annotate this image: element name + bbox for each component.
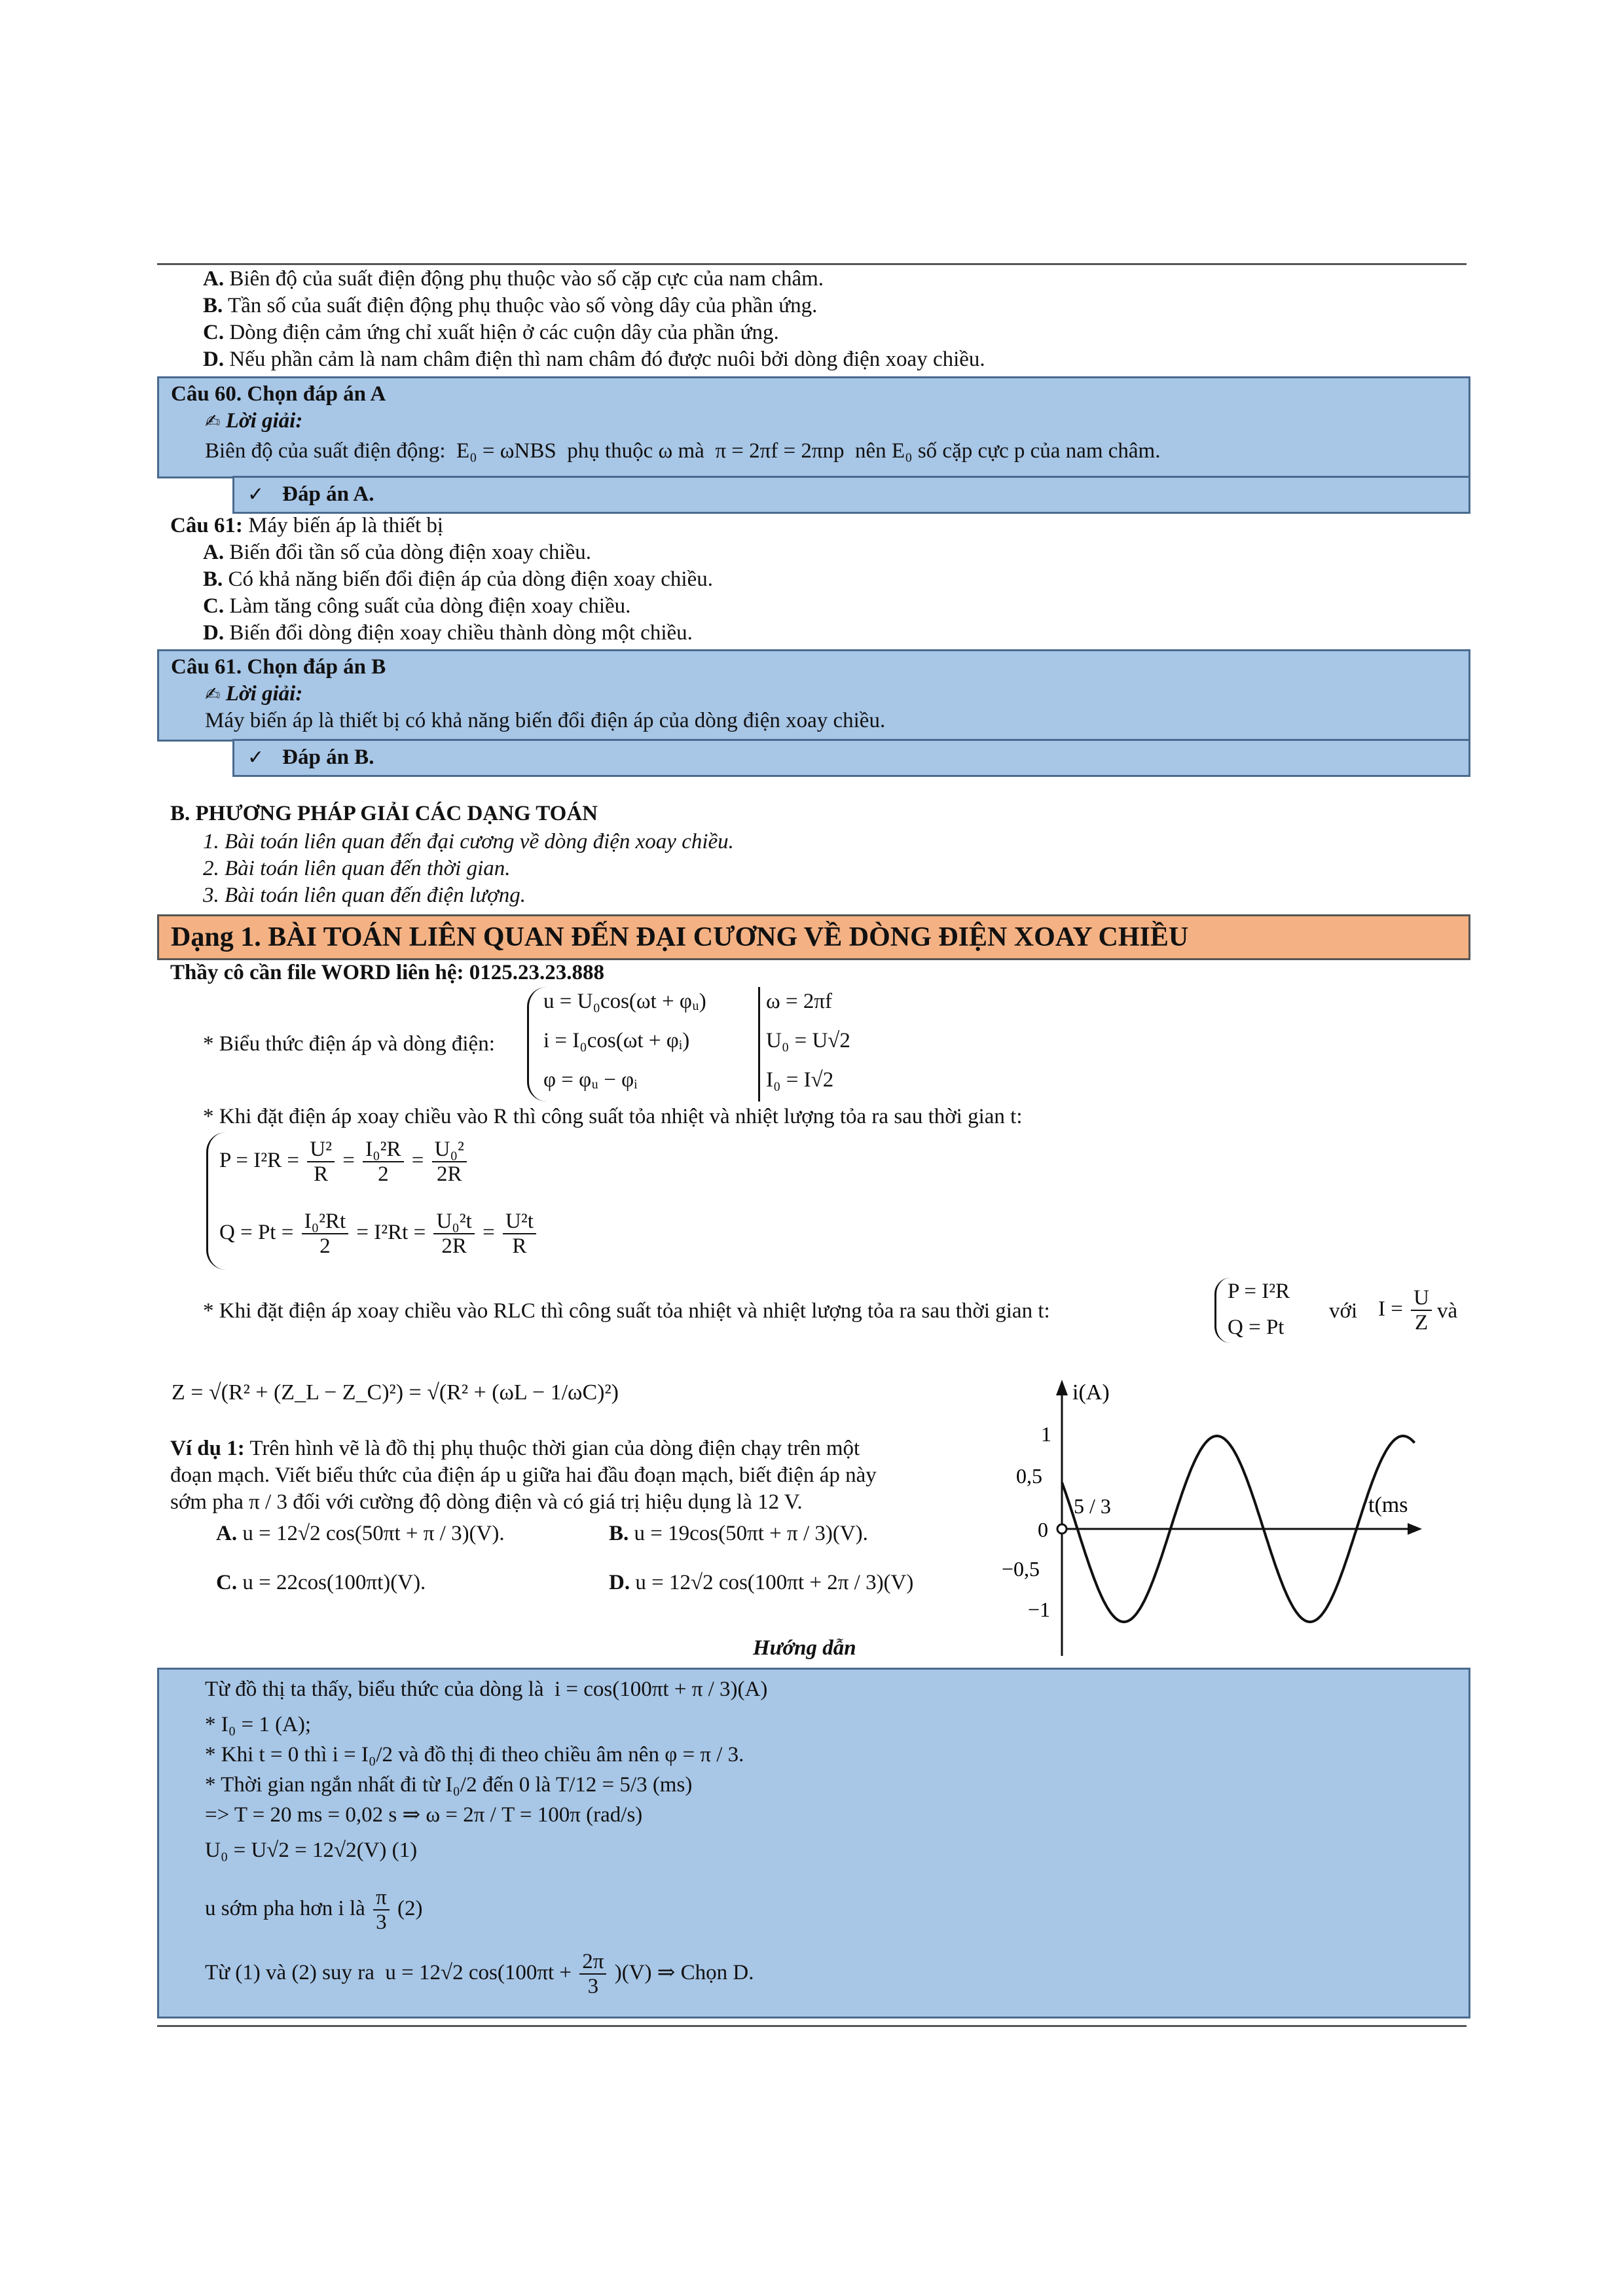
footer-rule <box>157 2025 1467 2027</box>
q59-option-a: A. Biên độ của suất điện động phụ thuộc vào số cặp cực của nam châm. <box>203 267 824 291</box>
y-tick-minus-1: −1 <box>1028 1598 1051 1621</box>
pencil-icon: ✍ <box>205 410 221 432</box>
y-axis-arrow <box>1056 1380 1068 1395</box>
solution-line-3: * Khi t = 0 thì i = I₀/2 và đồ thị đi theo chiều âm nên φ = π / 3. <box>205 1743 744 1767</box>
example1-option-a: A. u = 12√2 cos(50πt + π / 3)(V). <box>216 1522 505 1545</box>
checkmark-icon: ✓ <box>247 483 264 506</box>
origin-point <box>1057 1524 1067 1534</box>
rlc-intro: * Khi đặt điện áp xoay chiều vào RLC thì công suất tỏa nhiệt và nhiệt lượng tỏa ra sau thời gian t: <box>203 1299 1050 1323</box>
section-b-item-1: 1. Bài toán liên quan đến đại cương về dòng điện xoay chiều. <box>203 830 734 853</box>
example1-line3: sớm pha π / 3 đối với cường độ dòng điện và có giá trị hiệu dụng là 12 V. <box>170 1490 803 1514</box>
q61-option-a: A. Biến đổi tần số của dòng điện xoay chiều. <box>203 541 591 564</box>
y-tick-1: 1 <box>1041 1422 1051 1446</box>
rlc-va: và <box>1437 1299 1458 1323</box>
x-annotation: 5 / 3 <box>1074 1494 1111 1518</box>
q-formula: Q = Pt = $\frac{\text{I₀²Rt}}{2}$ = I²Rt = $\frac{\text{U₀²t}}{2R}$ = $\frac{\text{U²t}}{R}$ <box>219 1210 539 1259</box>
expr-i: i = I₀cos(ωt + φᵢ) <box>543 1029 690 1052</box>
section-b-item-3: 3. Bài toán liên quan đến điện lượng. <box>203 884 526 907</box>
y-tick-minus-0.5: −0,5 <box>1002 1557 1040 1581</box>
expr-label: * Biểu thức điện áp và dòng điện: <box>203 1032 495 1056</box>
q59-option-c: C. Dòng điện cảm ứng chỉ xuất hiện ở các cuộn dây của phần ứng. <box>203 321 779 344</box>
huong-dan: Hướng dẫn <box>753 1636 856 1660</box>
q61-title: Câu 61. Chọn đáp án B <box>171 655 386 679</box>
y-axis-label: i(A) <box>1072 1380 1110 1405</box>
section-b-item-2: 2. Bài toán liên quan đến thời gian. <box>203 857 511 880</box>
expr-omega: ω = 2πf <box>766 990 832 1013</box>
q61-answer-box <box>232 739 1470 777</box>
pencil-icon: ✍ <box>205 683 221 705</box>
q59-option-d: D. Nếu phần cảm là nam châm điện thì nam châm đó được nuôi bởi dòng điện xoay chiều. <box>203 348 985 371</box>
example1-option-b: B. u = 19cos(50πt + π / 3)(V). <box>609 1522 868 1545</box>
q61-option-c: C. Làm tăng công suất của dòng điện xoay chiều. <box>203 594 631 618</box>
q60-answer: ✓ Đáp án A. <box>247 482 374 506</box>
r-intro: * Khi đặt điện áp xoay chiều vào R thì công suất tỏa nhiệt và nhiệt lượng tỏa ra sau thời gian t: <box>203 1105 1023 1128</box>
q60-solution-box <box>157 376 1470 478</box>
current-time-graph <box>976 1368 1434 1656</box>
x-axis-arrow <box>1408 1523 1422 1535</box>
y-tick-0.5: 0,5 <box>1016 1464 1042 1488</box>
z-formula: Z = √(R² + (Z_L − Z_C)²) = √(R² + (ωL − 1/ωC)²) <box>172 1380 619 1405</box>
dang1-header <box>157 914 1470 960</box>
example1-option-c: C. u = 22cos(100πt)(V). <box>216 1571 426 1594</box>
y-tick-0: 0 <box>1038 1518 1048 1541</box>
q61-explanation: Máy biến áp là thiết bị có khả năng biến đổi điện áp của dòng điện xoay chiều. <box>205 709 886 732</box>
dang1-title: Dạng 1. BÀI TOÁN LIÊN QUAN ĐẾN ĐẠI CƯƠNG VỀ DÒNG ĐIỆN XOAY CHIỀU <box>171 922 1189 952</box>
q60-explanation: Biên độ của suất điện động: E₀ = ωNBS phụ thuộc ω mà π = 2πf = 2πnp nên E₀ số cặp cực p của nam châm. <box>205 439 1161 463</box>
expr-I0: I₀ = I√2 <box>766 1068 834 1092</box>
solution-line-6: U₀ = U√2 = 12√2(V) (1) <box>205 1839 418 1862</box>
q60-title: Câu 60. Chọn đáp án A <box>171 382 386 406</box>
example1-option-d: D. u = 12√2 cos(100πt + 2π / 3)(V) <box>609 1571 914 1594</box>
solution-box <box>157 1668 1470 2018</box>
q60-loigiai: ✍ Lời giải: <box>205 409 303 433</box>
checkmark-icon: ✓ <box>247 746 264 769</box>
solution-line-7: u sớm pha hơn i là $\frac{\pi}{3}$ (2) <box>205 1886 423 1935</box>
rlc-i-formula: I = $\frac{U}{Z}$ <box>1378 1286 1434 1335</box>
q61-stem: Câu 61: Máy biến áp là thiết bị <box>170 514 444 537</box>
x-axis-label: t(ms <box>1368 1493 1408 1517</box>
q59-option-b: B. Tần số của suất điện động phụ thuộc vào số vòng dây của phần ứng. <box>203 294 818 317</box>
q61-option-b: B. Có khả năng biến đổi điện áp của dòng điện xoay chiều. <box>203 567 713 591</box>
solution-line-2: * I₀ = 1 (A); <box>205 1713 312 1736</box>
rlc-voi: với <box>1329 1299 1358 1323</box>
section-b-title: B. PHƯƠNG PHÁP GIẢI CÁC DẠNG TOÁN <box>170 802 598 825</box>
q60-answer-box <box>232 476 1470 514</box>
rlc-p: P = I²R <box>1228 1280 1290 1303</box>
rlc-q: Q = Pt <box>1228 1316 1285 1339</box>
expr-u: u = U₀cos(ωt + φᵤ) <box>543 990 706 1013</box>
expr-bar <box>758 987 760 1102</box>
q61-solution-box <box>157 649 1470 742</box>
header-rule <box>157 263 1467 265</box>
q61-loigiai: ✍ Lời giải: <box>205 682 303 706</box>
q61-answer: ✓ Đáp án B. <box>247 745 374 769</box>
example1-line2: đoạn mạch. Viết biểu thức của điện áp u giữa hai đầu đoạn mạch, biết điện áp này <box>170 1463 877 1487</box>
expr-U0: U₀ = U√2 <box>766 1029 850 1052</box>
solution-line-8: Từ (1) và (2) suy ra u = 12√2 cos(100πt + $\frac{2\pi}{3}$ )(V) ⇒ Chọn D. <box>205 1950 754 1999</box>
q61-option-d: D. Biến đổi dòng điện xoay chiều thành dòng một chiều. <box>203 621 693 645</box>
example1-line1: Ví dụ 1: Trên hình vẽ là đồ thị phụ thuộc thời gian của dòng điện chạy trên một <box>170 1437 860 1460</box>
expr-phi: φ = φᵤ − φᵢ <box>543 1068 638 1092</box>
solution-line-5: => T = 20 ms = 0,02 s ⇒ ω = 2π / T = 100π (rad/s) <box>205 1803 643 1827</box>
solution-line-1: Từ đồ thị ta thấy, biểu thức của dòng là i = cos(100πt + π / 3)(A) <box>205 1677 768 1701</box>
contact-line: Thầy cô cần file WORD liên hệ: 0125.23.23.888 <box>170 961 605 984</box>
p-formula: P = I²R = $\frac{\text{U²}}{R}$ = $\frac{\text{I₀²R}}{2}$ = $\frac{\text{U₀²}}{2R}$ <box>219 1138 469 1187</box>
solution-line-4: * Thời gian ngắn nhất đi từ I₀/2 đến 0 là T/12 = 5/3 (ms) <box>205 1773 693 1797</box>
